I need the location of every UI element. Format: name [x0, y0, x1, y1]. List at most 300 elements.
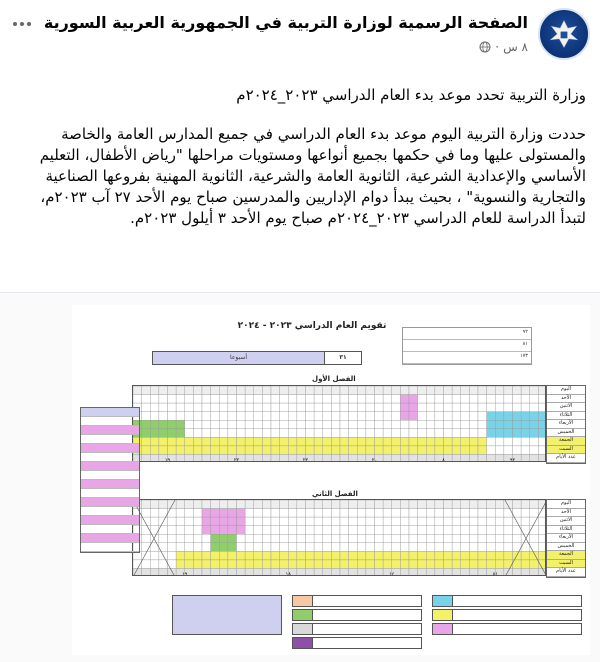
- calendar-cell: [323, 534, 332, 543]
- calendar-cell: [185, 543, 194, 552]
- calendar-cell: [357, 509, 366, 518]
- calendar-cell: [280, 551, 289, 560]
- calendar-cell: [262, 454, 271, 462]
- calendar-cell: [383, 437, 392, 446]
- calendar-cell: [375, 403, 384, 412]
- post-image[interactable]: [0, 292, 600, 662]
- calendar-cell: [262, 517, 271, 526]
- calendar-cell: [452, 395, 461, 404]
- calendar-cell: [237, 509, 246, 518]
- calendar-cell: [271, 420, 280, 429]
- calendar-cell: [254, 551, 263, 560]
- calendar-cell: [538, 386, 546, 395]
- calendar-cell: [487, 509, 496, 518]
- calendar-cell: [513, 437, 522, 446]
- calendar-cell: [538, 551, 546, 560]
- calendar-cell: [504, 526, 513, 535]
- calendar-cell: [314, 446, 323, 455]
- calendar-cell: [314, 386, 323, 395]
- calendar-cell: [400, 509, 409, 518]
- calendar-cell: [288, 420, 297, 429]
- legend-cell: [81, 453, 139, 462]
- more-options-button[interactable]: [8, 14, 36, 34]
- calendar-cell: [245, 500, 254, 509]
- calendar-cell: [159, 420, 168, 429]
- calendar-cell: [452, 500, 461, 509]
- calendar-cell: [495, 420, 504, 429]
- calendar-cell: [538, 526, 546, 535]
- calendar-cell: [487, 420, 496, 429]
- calendar-cell: [366, 429, 375, 438]
- calendar-cell: [392, 534, 401, 543]
- calendar-cell: [262, 551, 271, 560]
- calendar-cell: [400, 500, 409, 509]
- calendar-cell: [495, 509, 504, 518]
- legend-swatch: [293, 624, 313, 634]
- calendar-cell: [504, 509, 513, 518]
- calendar-cell: [331, 551, 340, 560]
- calendar-cell: [211, 386, 220, 395]
- calendar-cell: [168, 560, 177, 569]
- calendar-cell: [426, 568, 435, 576]
- calendar-cell: [513, 412, 522, 421]
- calendar-cell: [418, 395, 427, 404]
- calendar-cell: [400, 534, 409, 543]
- post-time[interactable]: ٨ س: [503, 40, 528, 54]
- calendar-cell: [185, 517, 194, 526]
- calendar-cell: [530, 437, 539, 446]
- calendar-cell: [150, 403, 159, 412]
- legend-row: [292, 609, 422, 621]
- calendar-cell: [461, 403, 470, 412]
- calendar-cell: [280, 526, 289, 535]
- day-name-cell: الخميس: [547, 543, 585, 552]
- calendar-cell: [288, 395, 297, 404]
- calendar-cell: [349, 534, 358, 543]
- calendar-cell: [530, 429, 539, 438]
- calendar-cell: [202, 568, 211, 576]
- calendar-cell: [271, 500, 280, 509]
- calendar-cell: [306, 551, 315, 560]
- calendar-cell: [211, 534, 220, 543]
- calendar-cell: [400, 386, 409, 395]
- calendar-cell: [478, 526, 487, 535]
- calendar-cell: [219, 395, 228, 404]
- calendar-cell: [297, 509, 306, 518]
- calendar-cell: [409, 454, 418, 462]
- calendar-cell: [487, 500, 496, 509]
- calendar-cell: [538, 543, 546, 552]
- calendar-cell: [288, 437, 297, 446]
- calendar-cell: [435, 403, 444, 412]
- calendar-cell: [444, 403, 453, 412]
- calendar-cell: [271, 517, 280, 526]
- calendar-cell: [383, 446, 392, 455]
- calendar-cell: [297, 526, 306, 535]
- calendar-cell: [245, 454, 254, 462]
- calendar-cell: [452, 543, 461, 552]
- post-meta: [479, 40, 528, 54]
- calendar-cell: [444, 551, 453, 560]
- calendar-cell: [271, 526, 280, 535]
- calendar-cell: [219, 551, 228, 560]
- calendar-cell: [452, 403, 461, 412]
- calendar-cell: [375, 543, 384, 552]
- calendar-cell: [228, 551, 237, 560]
- calendar-cell: [530, 395, 539, 404]
- calendar-cell: [323, 568, 332, 576]
- calendar-cell: [521, 420, 530, 429]
- calendar-cell: [176, 412, 185, 421]
- calendar-cell: [375, 526, 384, 535]
- calendar-cell: [168, 517, 177, 526]
- calendar-cell: [538, 534, 546, 543]
- post-title: وزارة التربية تحدد موعد بدء العام الدراسي ٢٠٢٣_٢٠٢٤م: [236, 86, 586, 104]
- calendar-cell: [400, 395, 409, 404]
- calendar-cell: [392, 551, 401, 560]
- calendar-cell: [452, 429, 461, 438]
- calendar-cell: [409, 543, 418, 552]
- calendar-cell: [426, 526, 435, 535]
- calendar-cell: [435, 386, 444, 395]
- calendar-cell: [349, 386, 358, 395]
- calendar-cell: [150, 543, 159, 552]
- calendar-cell: [340, 412, 349, 421]
- calendar-cell: [418, 386, 427, 395]
- calendar-cell: [262, 429, 271, 438]
- calendar-cell: [504, 395, 513, 404]
- calendar-cell: [219, 437, 228, 446]
- calendar-cell: [349, 500, 358, 509]
- calendar-cell: [418, 509, 427, 518]
- calendar-cell: [245, 534, 254, 543]
- calendar-cell: [193, 517, 202, 526]
- calendar-cell: [461, 551, 470, 560]
- calendar-cell: [193, 551, 202, 560]
- calendar-cell: [495, 560, 504, 569]
- calendar-cell: [349, 437, 358, 446]
- calendar-cell: [271, 403, 280, 412]
- calendar-cell: [521, 446, 530, 455]
- calendar-cell: [469, 395, 478, 404]
- calendar-cell: [297, 403, 306, 412]
- calendar-cell: [435, 395, 444, 404]
- legend-swatch: [293, 596, 313, 606]
- calendar-cell: [418, 500, 427, 509]
- calendar-cell: [228, 437, 237, 446]
- legend-cell: [81, 534, 139, 543]
- calendar-cell: [314, 517, 323, 526]
- calendar-cell: [452, 446, 461, 455]
- calendar-cell: [521, 551, 530, 560]
- calendar-cell: [366, 437, 375, 446]
- calendar-cell: [228, 386, 237, 395]
- calendar-cell: [426, 560, 435, 569]
- calendar-cell: [340, 568, 349, 576]
- calendar-cell: [262, 386, 271, 395]
- calendar-cell: [254, 403, 263, 412]
- calendar-cell: [211, 560, 220, 569]
- month-total-label: ١٤: [389, 571, 395, 576]
- calendar-cell: [357, 437, 366, 446]
- calendar-cell: [288, 403, 297, 412]
- calendar-cell: [375, 420, 384, 429]
- calendar-cell: [262, 420, 271, 429]
- calendar-cell: [357, 526, 366, 535]
- calendar-cell: [375, 429, 384, 438]
- calendar-cell: [461, 420, 470, 429]
- calendar-cell: [271, 509, 280, 518]
- calendar-cell: [228, 543, 237, 552]
- day-name-cell: الأحد: [547, 509, 585, 518]
- calendar-cell: [280, 509, 289, 518]
- calendar-cell: [426, 454, 435, 462]
- calendar-cell: [254, 526, 263, 535]
- calendar-cell: [228, 500, 237, 509]
- calendar-cell: [323, 446, 332, 455]
- calendar-cell: [262, 568, 271, 576]
- calendar-cell: [487, 543, 496, 552]
- calendar-cell: [185, 446, 194, 455]
- calendar-cell: [271, 386, 280, 395]
- page-avatar[interactable]: [538, 8, 590, 60]
- calendar-cell: [142, 395, 151, 404]
- legend-swatch: [433, 610, 453, 620]
- calendar-cell: [314, 412, 323, 421]
- calendar-cell: [504, 517, 513, 526]
- month-total-label: ١٨: [285, 571, 291, 576]
- calendar-cell: [280, 560, 289, 569]
- dot-icon: [20, 22, 24, 26]
- calendar-cell: [280, 386, 289, 395]
- calendar-cell: [306, 429, 315, 438]
- legend-cell: [81, 489, 139, 498]
- calendar-cell: [375, 551, 384, 560]
- calendar-cell: [193, 420, 202, 429]
- calendar-cell: [504, 412, 513, 421]
- calendar-cell: [383, 403, 392, 412]
- calendar-cell: [306, 568, 315, 576]
- calendar-cell: [142, 454, 151, 462]
- weeks-count: ٣١: [339, 354, 347, 361]
- legend-header-cell: [81, 408, 139, 417]
- calendar-cell: [306, 437, 315, 446]
- calendar-cell: [245, 551, 254, 560]
- calendar-cell: [461, 446, 470, 455]
- calendar-cell: [409, 526, 418, 535]
- day-name-cell: الاثنين: [547, 403, 585, 412]
- calendar-cell: [452, 517, 461, 526]
- calendar-cell: [452, 560, 461, 569]
- calendar-cell: [211, 500, 220, 509]
- calendar-cell: [383, 543, 392, 552]
- calendar-cell: [357, 429, 366, 438]
- calendar-cell: [444, 500, 453, 509]
- calendar-cell: [280, 454, 289, 462]
- calendar-cell: [237, 517, 246, 526]
- day-name-cell: الثلاثاء: [547, 526, 585, 535]
- legend-row: [432, 623, 582, 635]
- calendar-cell: [357, 560, 366, 569]
- calendar-cell: [176, 420, 185, 429]
- calendar-cell: [237, 429, 246, 438]
- legend-text: [313, 610, 421, 620]
- second-semester-label: الفصل الثاني: [312, 490, 358, 498]
- day-name-cell: عدد الأيام: [547, 454, 585, 463]
- day-names-column-second: [546, 499, 586, 578]
- calendar-cell: [418, 437, 427, 446]
- calendar-cell: [504, 446, 513, 455]
- calendar-cell: [193, 454, 202, 462]
- calendar-cell: [400, 560, 409, 569]
- calendar-cell: [211, 517, 220, 526]
- calendar-cell: [400, 446, 409, 455]
- calendar-cell: [202, 517, 211, 526]
- calendar-cell: [478, 517, 487, 526]
- calendar-cell: [392, 509, 401, 518]
- page-name-link[interactable]: الصفحة الرسمية لوزارة التربية في الجمهورية العربية السورية: [43, 13, 528, 32]
- calendar-cell: [228, 509, 237, 518]
- calendar-cell: [176, 551, 185, 560]
- calendar-cell: [280, 395, 289, 404]
- calendar-cell: [297, 420, 306, 429]
- calendar-cell: [168, 420, 177, 429]
- calendar-cell: [461, 500, 470, 509]
- calendar-cell: [478, 446, 487, 455]
- calendar-cell: [530, 543, 539, 552]
- calendar-cell: [504, 429, 513, 438]
- calendar-cell: [538, 437, 546, 446]
- calendar-cell: [469, 403, 478, 412]
- calendar-cell: [435, 420, 444, 429]
- calendar-cell: [340, 403, 349, 412]
- calendar-cell: [366, 500, 375, 509]
- calendar-cell: [409, 429, 418, 438]
- calendar-cell: [254, 500, 263, 509]
- calendar-cell: [357, 395, 366, 404]
- month-total-label: ٢٢: [233, 457, 240, 462]
- calendar-cell: [375, 395, 384, 404]
- calendar-cell: [237, 437, 246, 446]
- calendar-cell: [452, 568, 461, 576]
- calendar-cell: [349, 412, 358, 421]
- calendar-cell: [513, 395, 522, 404]
- calendar-cell: [193, 412, 202, 421]
- calendar-cell: [306, 517, 315, 526]
- calendar-cell: [254, 437, 263, 446]
- calendar-cell: [314, 526, 323, 535]
- calendar-cell: [409, 386, 418, 395]
- calendar-cell: [219, 403, 228, 412]
- legend-cell: [81, 543, 139, 552]
- calendar-cell: [418, 543, 427, 552]
- calendar-cell: [487, 429, 496, 438]
- day-name-cell: اليوم: [547, 500, 585, 509]
- calendar-cell: [383, 517, 392, 526]
- legend-cell: [81, 516, 139, 525]
- calendar-cell: [487, 446, 496, 455]
- eagle-emblem-icon: [545, 15, 583, 53]
- day-name-cell: الأحد: [547, 395, 585, 404]
- calendar-cell: [469, 412, 478, 421]
- meta-separator: ·: [495, 40, 500, 54]
- calendar-cell: [461, 395, 470, 404]
- calendar-cell: [513, 534, 522, 543]
- calendar-cell: [237, 551, 246, 560]
- calendar-cell: [185, 403, 194, 412]
- calendar-cell: [168, 509, 177, 518]
- calendar-cell: [219, 509, 228, 518]
- calendar-cell: [245, 543, 254, 552]
- calendar-cell: [513, 429, 522, 438]
- calendar-cell: [297, 534, 306, 543]
- calendar-cell: [168, 568, 177, 576]
- calendar-cell: [297, 551, 306, 560]
- calendar-cell: [530, 568, 539, 576]
- calendar-cell: [418, 560, 427, 569]
- first-semester-label: الفصل الأول: [312, 375, 356, 383]
- calendar-cell: [176, 386, 185, 395]
- calendar-cell: [202, 560, 211, 569]
- calendar-cell: [469, 551, 478, 560]
- calendar-cell: [530, 403, 539, 412]
- calendar-cell: [314, 454, 323, 462]
- calendar-cell: [228, 429, 237, 438]
- day-name-cell: اليوم: [547, 386, 585, 395]
- calendar-cell: [142, 568, 151, 576]
- first-semester-grid: [132, 385, 546, 462]
- calendar-cell: [513, 403, 522, 412]
- calendar-cell: [168, 395, 177, 404]
- calendar-cell: [452, 526, 461, 535]
- dot-icon: [13, 22, 17, 26]
- calendar-cell: [495, 429, 504, 438]
- calendar-cell: [168, 446, 177, 455]
- calendar-cell: [340, 386, 349, 395]
- calendar-cell: [349, 403, 358, 412]
- calendar-cell: [487, 517, 496, 526]
- calendar-cell: [340, 534, 349, 543]
- second-semester-grid: [132, 499, 546, 576]
- calendar-cell: [150, 526, 159, 535]
- calendar-cell: [538, 412, 546, 421]
- calendar-cell: [487, 437, 496, 446]
- day-name-cell: الأربعاء: [547, 534, 585, 543]
- legend-text: [313, 596, 421, 606]
- calendar-cell: [262, 395, 271, 404]
- holidays-legend-table: [80, 407, 140, 553]
- calendar-cell: [245, 560, 254, 569]
- calendar-cell: [193, 395, 202, 404]
- calendar-cell: [435, 543, 444, 552]
- calendar-cell: [487, 526, 496, 535]
- calendar-cell: [426, 543, 435, 552]
- calendar-cell: [185, 429, 194, 438]
- calendar-cell: [513, 500, 522, 509]
- calendar-cell: [513, 446, 522, 455]
- calendar-cell: [383, 395, 392, 404]
- calendar-cell: [530, 526, 539, 535]
- days-info-box: [402, 327, 532, 365]
- calendar-cell: [245, 509, 254, 518]
- calendar-cell: [142, 500, 151, 509]
- calendar-cell: [262, 500, 271, 509]
- calendar-cell: [288, 454, 297, 462]
- legend-text: [453, 624, 581, 634]
- legend-swatch: [433, 596, 453, 606]
- calendar-cell: [280, 446, 289, 455]
- month-total-label: ٢٠: [371, 457, 378, 462]
